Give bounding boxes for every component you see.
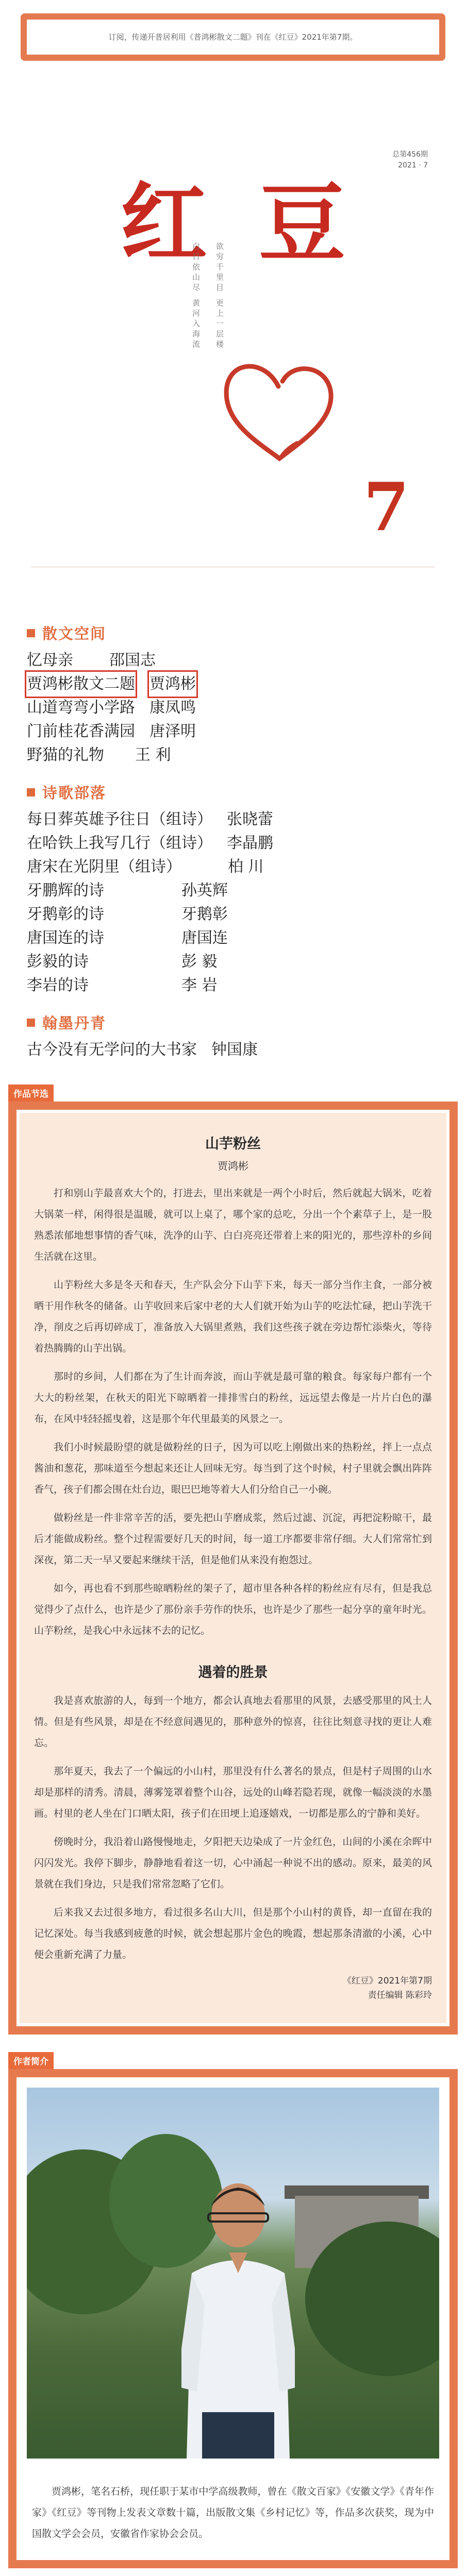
toc-row[interactable] [27, 974, 439, 997]
toc-item-title: 山道弯弯小学路 [27, 699, 135, 717]
author-photo [27, 2088, 439, 2459]
author-bio-wrap [16, 2469, 450, 2560]
toc-section-essay [27, 1012, 439, 1062]
author-tag: 作者简介 [8, 2052, 54, 2069]
paragraph: 那年夏天，我去了一个偏远的小山村，那里没有什么著名的景点，但是村子周围的山水却是那样的清秀。清晨，薄雾笼罩着整个山谷，远处的山峰若隐若现，就像一幅淡淡的水墨画。村里的老人坐在门口晒太阳，孩子们在田埂上追逐嬉戏，一切都是那么的宁静和美好。 [34, 1766, 432, 1819]
toc-item-author: 贾鸿彬 [149, 672, 196, 696]
table-of-contents [0, 622, 466, 1067]
paragraph: 如今，再也看不到那些晾晒粉丝的架子了，超市里各种各样的粉丝应有尽有，但是我总觉得少了点什么，也许是少了那份亲手劳作的快乐，也许是少了那些一起分享的童年时光。山芋粉丝，是我心中永远抹不去的记忆。 [34, 1583, 432, 1636]
toc-essay-heading: 翰墨丹青 [42, 1014, 107, 1032]
paragraph: 后来我又去过很多地方，看过很多名山大川，但是那个小山村的黄昏，却一直留在我的记忆深处。每当我感到疲惫的时候，就会想起那片金色的晚霞，想起那条清澈的小溪，心中便会重新充满了力量。 [34, 1907, 432, 1960]
section-bullet-icon [27, 629, 35, 637]
toc-prose-head [27, 622, 439, 643]
article-body [16, 1110, 450, 2026]
paragraph: 山芋粉丝大多是冬天和春天，生产队会分下山芋下来，每天一部分当作主食，一部分被晒干用作秋冬的储备。山芋收回来后家中老的大人们就开始为山芋的吃法忙碌，把山芋洗干净，削皮之后再切碎成丁，准备放入大锅里煮熟，我们这些孩子就在旁边帮忙添柴火，等待着热腾腾的山芋出锅。 [34, 1279, 432, 1354]
article-author: 贾鸿彬 [218, 1160, 248, 1172]
toc-item-title: 牙鹏辉的诗 [27, 882, 104, 900]
toc-essay-head [27, 1012, 439, 1033]
article-frame [8, 1101, 458, 2035]
toc-row[interactable] [27, 926, 439, 950]
toc-item-author: 张晓蕾 [227, 810, 273, 828]
paragraph: 做粉丝是一件非常辛苦的活，要先把山芋磨成浆，然后过滤、沉淀，再把淀粉晾干，最后才能做成粉丝。整个过程需要好几天的时间，每一道工序都要非常仔细。大人们常常忙到深夜，第二天一早又要起来继续干活，但是他们从来没有抱怨过。 [34, 1512, 432, 1566]
notice-wrap [0, 0, 466, 61]
toc-row[interactable] [27, 950, 439, 974]
toc-row[interactable] [27, 879, 439, 903]
article-title-2: 遇着的胜景 [198, 1665, 268, 1681]
toc-item-title: 彭毅的诗 [27, 953, 89, 971]
toc-item-author: 邵国志 [109, 651, 156, 669]
article-tag: 作品节选 [8, 1084, 54, 1101]
paragraph: 我们小时候最盼望的就是做粉丝的日子，因为可以吃上刚做出来的热粉丝，拌上一点点酱油和葱花，那味道至今想起来还让人回味无穷。每当到了这个时候，村子里就会飘出阵阵香气，孩子们都会围在灶台边，眼巴巴地等着大人们分给自己一小碗。 [34, 1442, 432, 1495]
author-photo-wrap [16, 2077, 450, 2469]
notice-banner: 订阅，传递开普居利用《普鸿彬散文二题》刊在《红豆》2021年第7期。 [21, 13, 445, 61]
toc-item-title: 每日葬英雄予往日（组诗） [27, 810, 212, 828]
toc-item-author: 彭 毅 [181, 953, 218, 971]
toc-item-author: 唐泽明 [149, 722, 196, 740]
issue-date: 2021 · 7 [398, 161, 428, 170]
toc-prose-heading: 散文空间 [42, 625, 107, 642]
toc-item-title: 李岩的诗 [27, 976, 89, 994]
person-figure-icon [181, 2170, 295, 2459]
cover-vertical-text-1: 白日依山尽 黄河入海流 [191, 242, 201, 350]
toc-item-author: 唐国连 [181, 929, 228, 947]
magazine-title: 红豆 [121, 172, 397, 274]
section-bullet-icon [27, 1019, 35, 1027]
paragraph: 打和别山芋最喜欢大个的，打进去，里出来就是一两个小时后，然后就起大锅米，吃着大锅菜一样，闲得很是温暖，就可以上桌了，哪个家的总吃，分出一个个素草子上，是一股熟悉浓郁地想事情的香气味，洗净的山芋、白白亮亮还带着上来的阳光的，那些淳朴的乡间生活就在这里。 [34, 1188, 432, 1262]
paragraph: 傍晚时分，我沿着山路慢慢地走，夕阳把天边染成了一片金红色，山间的小溪在余晖中闪闪发光。我停下脚步，静静地看着这一切，心中涌起一种说不出的感动。原来，最美的风景就在我们身边，只是我们常常忽略了它们。 [34, 1836, 432, 1890]
toc-row[interactable] [27, 720, 439, 743]
toc-poetry-head [27, 782, 439, 803]
toc-poetry-heading: 诗歌部落 [42, 784, 107, 802]
toc-row[interactable] [27, 743, 439, 767]
footnote-source: 《红豆》2021年第7期 [342, 1976, 432, 1986]
toc-row[interactable] [27, 832, 439, 855]
toc-item-title: 门前桂花香满园 [27, 722, 135, 740]
article-footnote [34, 1974, 432, 2003]
article-title-1: 山芋粉丝 [205, 1136, 261, 1152]
toc-row[interactable] [27, 1038, 439, 1062]
issue-number: 7 [363, 469, 409, 546]
toc-item-author: 柏 川 [228, 858, 264, 876]
toc-item-title: 野猫的礼物 [27, 746, 104, 764]
section-bullet-icon [27, 788, 35, 796]
toc-row-highlighted[interactable] [27, 672, 439, 696]
author-bio: 贾鸿彬，笔名石桥，现任职于某市中学高级教师，曾在《散文百家》《安徽文学》《青年作家》《红豆》等刊物上发表文章数十篇，出版散文集《乡村记忆》等，作品多次获奖，现为中国散文学会会员，安徽省作家协会会员。 [32, 2486, 434, 2539]
toc-item-title: 在哈铁上我写几行（组诗） [27, 834, 212, 852]
footnote-editor: 责任编辑 陈彩玲 [368, 1990, 432, 2001]
toc-item-author: 王 利 [135, 746, 171, 764]
toc-row[interactable] [27, 696, 439, 720]
toc-item-author: 孙英辉 [181, 882, 228, 900]
issue-info [392, 149, 428, 171]
issue-total: 总第456期 [392, 150, 428, 159]
toc-item-title: 唐国连的诗 [27, 929, 104, 947]
toc-item-author: 钟国康 [211, 1041, 258, 1059]
toc-item-title: 唐宋在光阴里（组诗） [27, 858, 181, 876]
toc-item-title: 忆母亲 [27, 651, 73, 669]
toc-row[interactable] [27, 903, 439, 926]
author-frame [8, 2069, 458, 2568]
toc-row[interactable] [27, 855, 439, 879]
toc-item-author: 李晶鹏 [227, 834, 273, 852]
toc-item-author: 牙鹅彰 [181, 905, 228, 923]
paragraph: 我是喜欢旅游的人，每到一个地方，都会认真地去看那里的风景，去感受那里的风土人情。但是有些风景，却是在不经意间遇见的，那种意外的惊喜，往往比刻意寻找的更让人难忘。 [34, 1695, 432, 1749]
toc-row[interactable] [27, 649, 439, 672]
toc-item-author: 康凤鸣 [149, 699, 196, 717]
heart-brush-icon [217, 350, 340, 469]
toc-item-title: 古今没有无学问的大书家 [27, 1041, 197, 1059]
paragraph: 那时的乡间，人们都在为了生计而奔波，而山芋就是最可靠的粮食。每家每户都有一个大大的粉丝架，在秋天的阳光下晾晒着一排排雪白的粉丝，远远望去像是一片片白色的瀑布，在风中轻轻摇曳着，这是那个年代里最美的风景之一。 [34, 1371, 432, 1425]
magazine-cover [21, 72, 445, 618]
toc-item-author: 李 岩 [181, 976, 218, 994]
toc-row[interactable] [27, 808, 439, 832]
toc-section-prose [27, 622, 439, 767]
toc-section-poetry [27, 782, 439, 997]
author-section [0, 2052, 466, 2568]
toc-item-title: 牙鹅彰的诗 [27, 905, 104, 923]
article-section [0, 1084, 466, 2035]
toc-item-title: 贾鸿彬散文二题 [27, 672, 135, 696]
footer-space [0, 2568, 466, 2576]
cover-vertical-text-2: 欲穷千里目 更上一层楼 [215, 242, 224, 350]
